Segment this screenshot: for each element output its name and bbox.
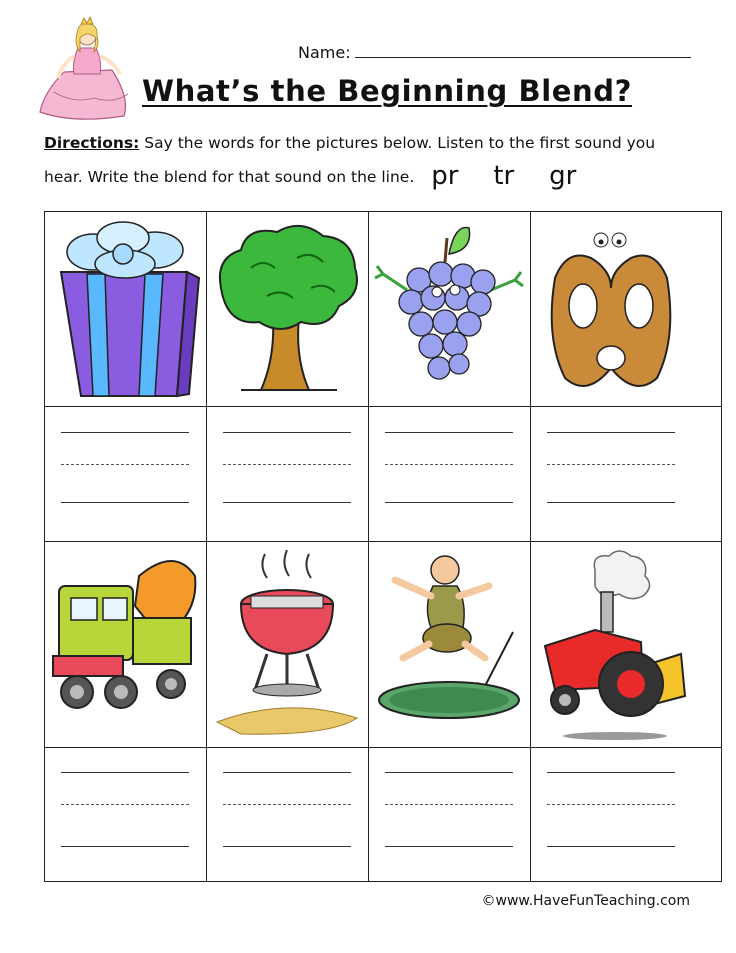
answer-line[interactable] <box>223 772 351 773</box>
directions-line-2 <box>44 161 577 191</box>
answer-baseline <box>61 846 189 847</box>
grid-divider <box>530 212 531 881</box>
answer-midline <box>61 464 189 465</box>
answer-line[interactable] <box>223 432 351 433</box>
answer-midline <box>223 804 351 805</box>
grid-divider <box>368 212 369 881</box>
tractor-icon <box>535 546 687 742</box>
answer-line[interactable] <box>547 432 675 433</box>
grid-divider <box>45 406 721 407</box>
blend-option: gr <box>549 161 577 191</box>
answer-baseline <box>385 502 513 503</box>
grid-divider <box>45 747 721 748</box>
answer-baseline <box>385 846 513 847</box>
name-label: Name: <box>298 43 351 62</box>
directions-line-1 <box>44 133 655 153</box>
directions-label: Directions: <box>44 134 140 152</box>
trampoline-icon <box>373 546 525 742</box>
directions-text-1: Say the words for the pictures below. Listen to the first sound you <box>144 134 656 152</box>
answer-midline <box>547 464 675 465</box>
worksheet-grid <box>44 211 722 882</box>
grill-icon <box>211 546 363 742</box>
answer-baseline <box>547 846 675 847</box>
answer-line[interactable] <box>61 432 189 433</box>
answer-midline <box>385 464 513 465</box>
present-icon <box>49 218 201 402</box>
answer-line[interactable] <box>385 432 513 433</box>
answer-line[interactable] <box>385 772 513 773</box>
grapes-icon <box>373 218 525 402</box>
pretzel-icon <box>535 218 687 402</box>
answer-baseline <box>223 846 351 847</box>
name-field[interactable] <box>298 43 691 62</box>
answer-line[interactable] <box>547 772 675 773</box>
answer-baseline <box>223 502 351 503</box>
copyright-footer: ©www.HaveFunTeaching.com <box>481 893 690 909</box>
blend-option: pr <box>431 161 459 191</box>
directions-text-2: hear. Write the blend for that sound on the line. <box>44 168 415 186</box>
answer-midline <box>223 464 351 465</box>
answer-line[interactable] <box>61 772 189 773</box>
answer-baseline <box>61 502 189 503</box>
name-line[interactable] <box>355 43 691 58</box>
answer-midline <box>547 804 675 805</box>
grid-divider <box>45 541 721 542</box>
princess-icon <box>34 12 140 124</box>
page-title: What’s the Beginning Blend? <box>142 74 633 108</box>
answer-midline <box>61 804 189 805</box>
tree-icon <box>211 218 363 402</box>
grid-divider <box>206 212 207 881</box>
blend-option: tr <box>493 161 515 191</box>
answer-midline <box>385 804 513 805</box>
truck-icon <box>49 546 201 742</box>
answer-baseline <box>547 502 675 503</box>
